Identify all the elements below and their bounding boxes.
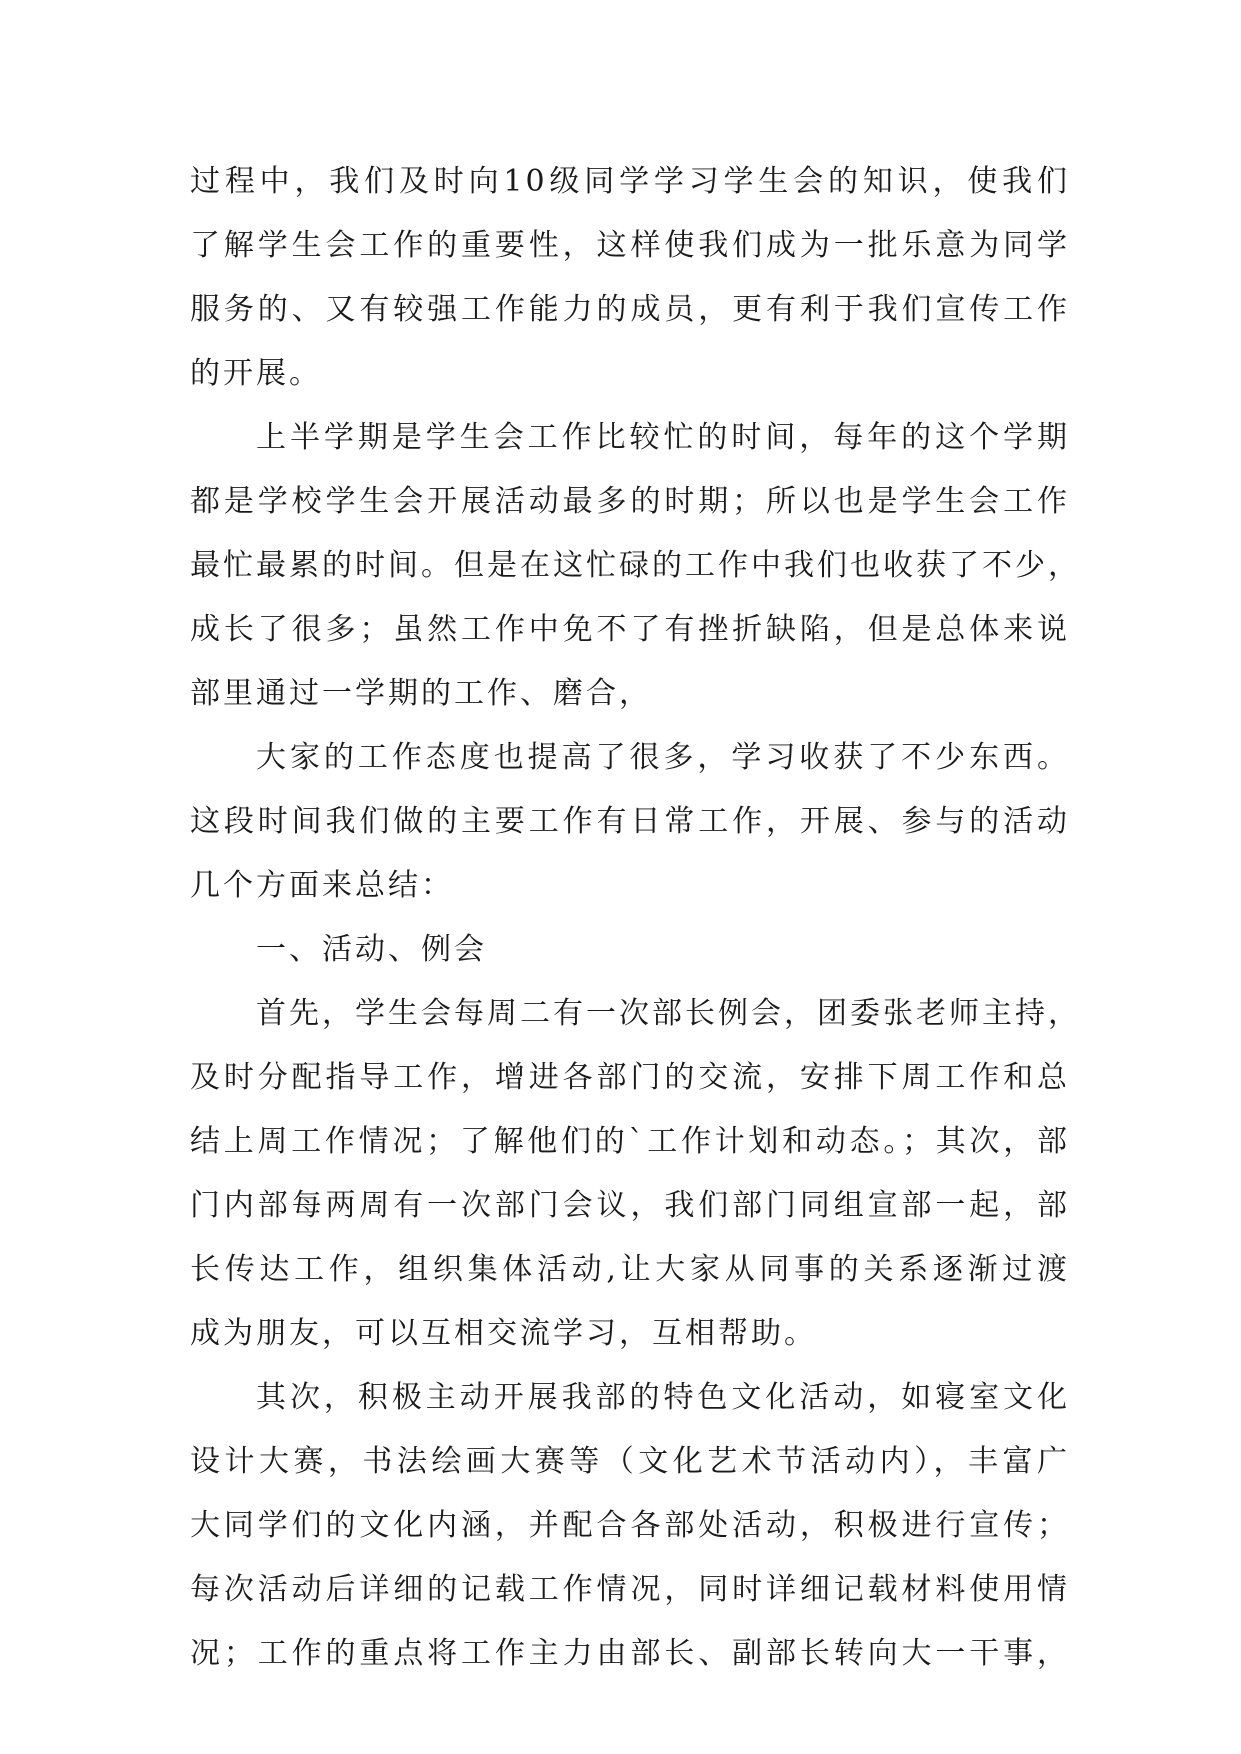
text-line: 每次活动后详细的记载工作情况，同时详细记载材料使用情	[190, 1572, 1070, 1607]
text-line: 结上周工作情况；了解他们的`工作计划和动态。；其次，部	[190, 1124, 1070, 1159]
paragraph	[190, 726, 1070, 918]
text-line: 这段时间我们做的主要工作有日常工作，开展、参与的活动	[190, 804, 1070, 839]
text-line: 几个方面来总结：	[190, 868, 454, 903]
text-line: 大家的工作态度也提高了很多，学习收获了不少东西。	[256, 740, 1070, 775]
text-line: 上半学期是学生会工作比较忙的时间，每年的这个学期	[256, 420, 1070, 455]
text-line: 及时分配指导工作，增进各部门的交流，安排下周工作和总	[190, 1060, 1070, 1095]
text-line: 最忙最累的时间。但是在这忙碌的工作中我们也收获了不少，	[190, 548, 1081, 583]
text-line: 过程中，我们及时向10级同学学习学生会的知识，使我们	[190, 164, 1070, 199]
text-line: 了解学生会工作的重要性，这样使我们成为一批乐意为同学	[190, 228, 1070, 263]
text-line: 一、活动、例会	[256, 932, 487, 967]
text-line: 大同学们的文化内涵，并配合各部处活动，积极进行宣传；	[190, 1508, 1070, 1543]
text-line: 况；工作的重点将工作主力由部长、副部长转向大一干事，	[190, 1636, 1070, 1671]
text-line: 成长了很多；虽然工作中免不了有挫折缺陷，但是总体来说	[190, 612, 1070, 647]
text-line: 服务的、又有较强工作能力的成员，更有利于我们宣传工作	[190, 292, 1070, 327]
text-line: 部里通过一学期的工作、磨合，	[190, 676, 652, 711]
document-body	[190, 150, 1081, 1686]
paragraph	[190, 1366, 1070, 1686]
text-line: 其次，积极主动开展我部的特色文化活动，如寝室文化	[256, 1380, 1070, 1415]
paragraph	[190, 150, 1070, 406]
text-line: 都是学校学生会开展活动最多的时期；所以也是学生会工作	[190, 484, 1070, 519]
section-heading	[190, 918, 1070, 982]
text-line: 长传达工作，组织集体活动,让大家从同事的关系逐渐过渡	[190, 1252, 1070, 1287]
text-line: 的开展。	[190, 356, 322, 391]
text-line: 设计大赛，书法绘画大赛等（文化艺术节活动内），丰富广	[190, 1444, 1070, 1479]
text-line: 成为朋友，可以互相交流学习，互相帮助。	[190, 1316, 817, 1351]
paragraph	[190, 406, 1081, 726]
paragraph	[190, 982, 1081, 1366]
text-line: 首先，学生会每周二有一次部长例会，团委张老师主持，	[256, 996, 1081, 1031]
text-line: 门内部每两周有一次部门会议，我们部门同组宣部一起，部	[190, 1188, 1070, 1223]
